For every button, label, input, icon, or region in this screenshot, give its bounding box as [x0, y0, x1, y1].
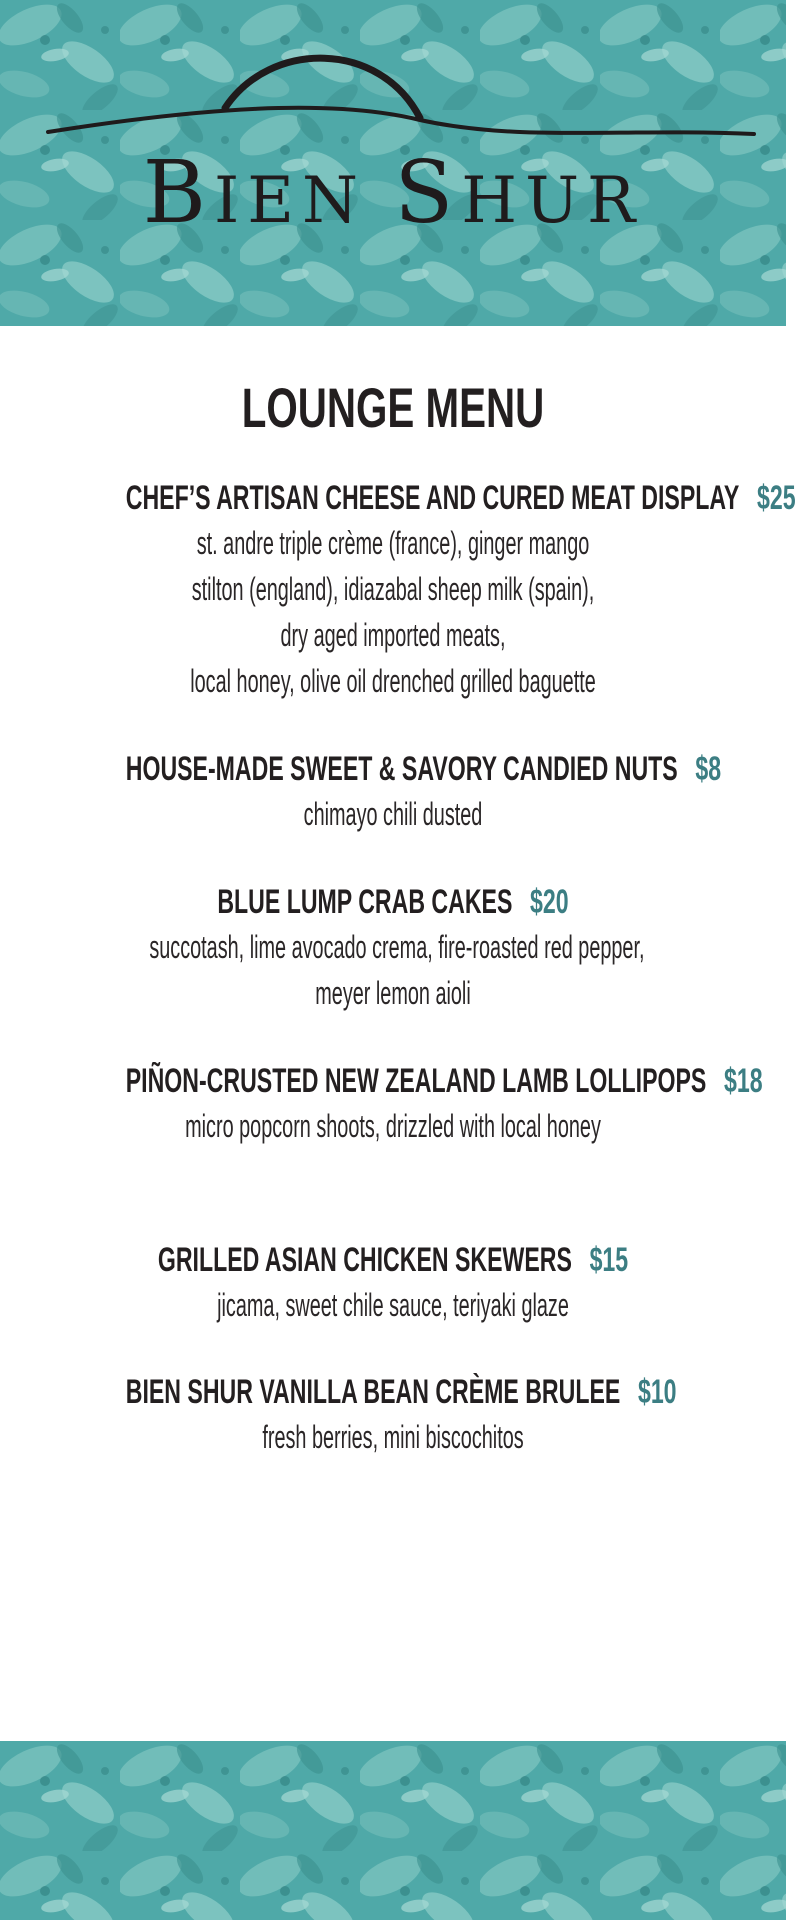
menu-item-name: CHEF’S ARTISAN CHEESE AND CURED MEAT DISPLAY — [125, 479, 740, 517]
header-band — [0, 0, 786, 326]
menu-item-name: PIÑON-CRUSTED NEW ZEALAND LAMB LOLLIPOPS — [125, 1062, 707, 1100]
menu-item-name: HOUSE-MADE SWEET & SAVORY CANDIED NUTS — [125, 750, 678, 788]
logo-wordmark: BIEN SHUR — [142, 143, 644, 243]
menu-item-header — [125, 1370, 677, 1414]
menu-item-price: $25 — [757, 479, 796, 517]
menu-item-price: $18 — [724, 1062, 763, 1100]
menu-item-description: succotash, lime avocado crema, fire-roasted red pepper, — [149, 929, 645, 965]
menu-item-price: $8 — [695, 750, 722, 788]
menu-item-price: $15 — [589, 1241, 629, 1279]
menu-item-name: GRILLED ASIAN CHICKEN SKEWERS — [157, 1241, 572, 1279]
menu-item-description: local honey, olive oil drenched grilled baguette — [190, 663, 596, 699]
menu-title: LOUNGE MENU — [241, 376, 545, 439]
menu-item — [0, 1370, 786, 1460]
menu-item — [0, 1238, 786, 1328]
menu-item-description: stilton (england), idiazabal sheep milk (spain), — [191, 571, 595, 607]
menu-item-description: chimayo chili dusted — [303, 796, 483, 832]
menu-item-header — [126, 1238, 660, 1282]
menu-item-name: BIEN SHUR VANILLA BEAN CRÈME BRULEE — [125, 1373, 621, 1411]
footer-band — [0, 1741, 786, 1920]
menu-item-description: meyer lemon aioli — [315, 975, 471, 1011]
menu-item-header — [125, 476, 796, 520]
menu-item-header — [126, 880, 660, 924]
menu-item-description: micro popcorn shoots, drizzled with local honey — [185, 1108, 601, 1144]
menu-item — [0, 1059, 786, 1149]
pasta-texture-image — [0, 1741, 786, 1920]
menu-item-header — [125, 747, 722, 791]
menu-item — [0, 476, 796, 704]
menu-item-header — [125, 1059, 763, 1103]
logo-swoosh-icon — [0, 0, 786, 160]
menu-item-description: dry aged imported meats, — [280, 617, 506, 653]
menu-item-description: fresh berries, mini biscochitos — [262, 1419, 524, 1455]
menu-item-name: BLUE LUMP CRAB CAKES — [217, 883, 513, 921]
menu-item — [0, 747, 786, 837]
menu-item-price: $10 — [637, 1373, 677, 1411]
menu-item-description: st. andre triple crème (france), ginger mango — [196, 525, 590, 561]
menu-item-price: $20 — [530, 883, 569, 921]
menu-item-description: jicama, sweet chile sauce, teriyaki glaze — [217, 1287, 569, 1323]
menu-item — [0, 880, 786, 1016]
